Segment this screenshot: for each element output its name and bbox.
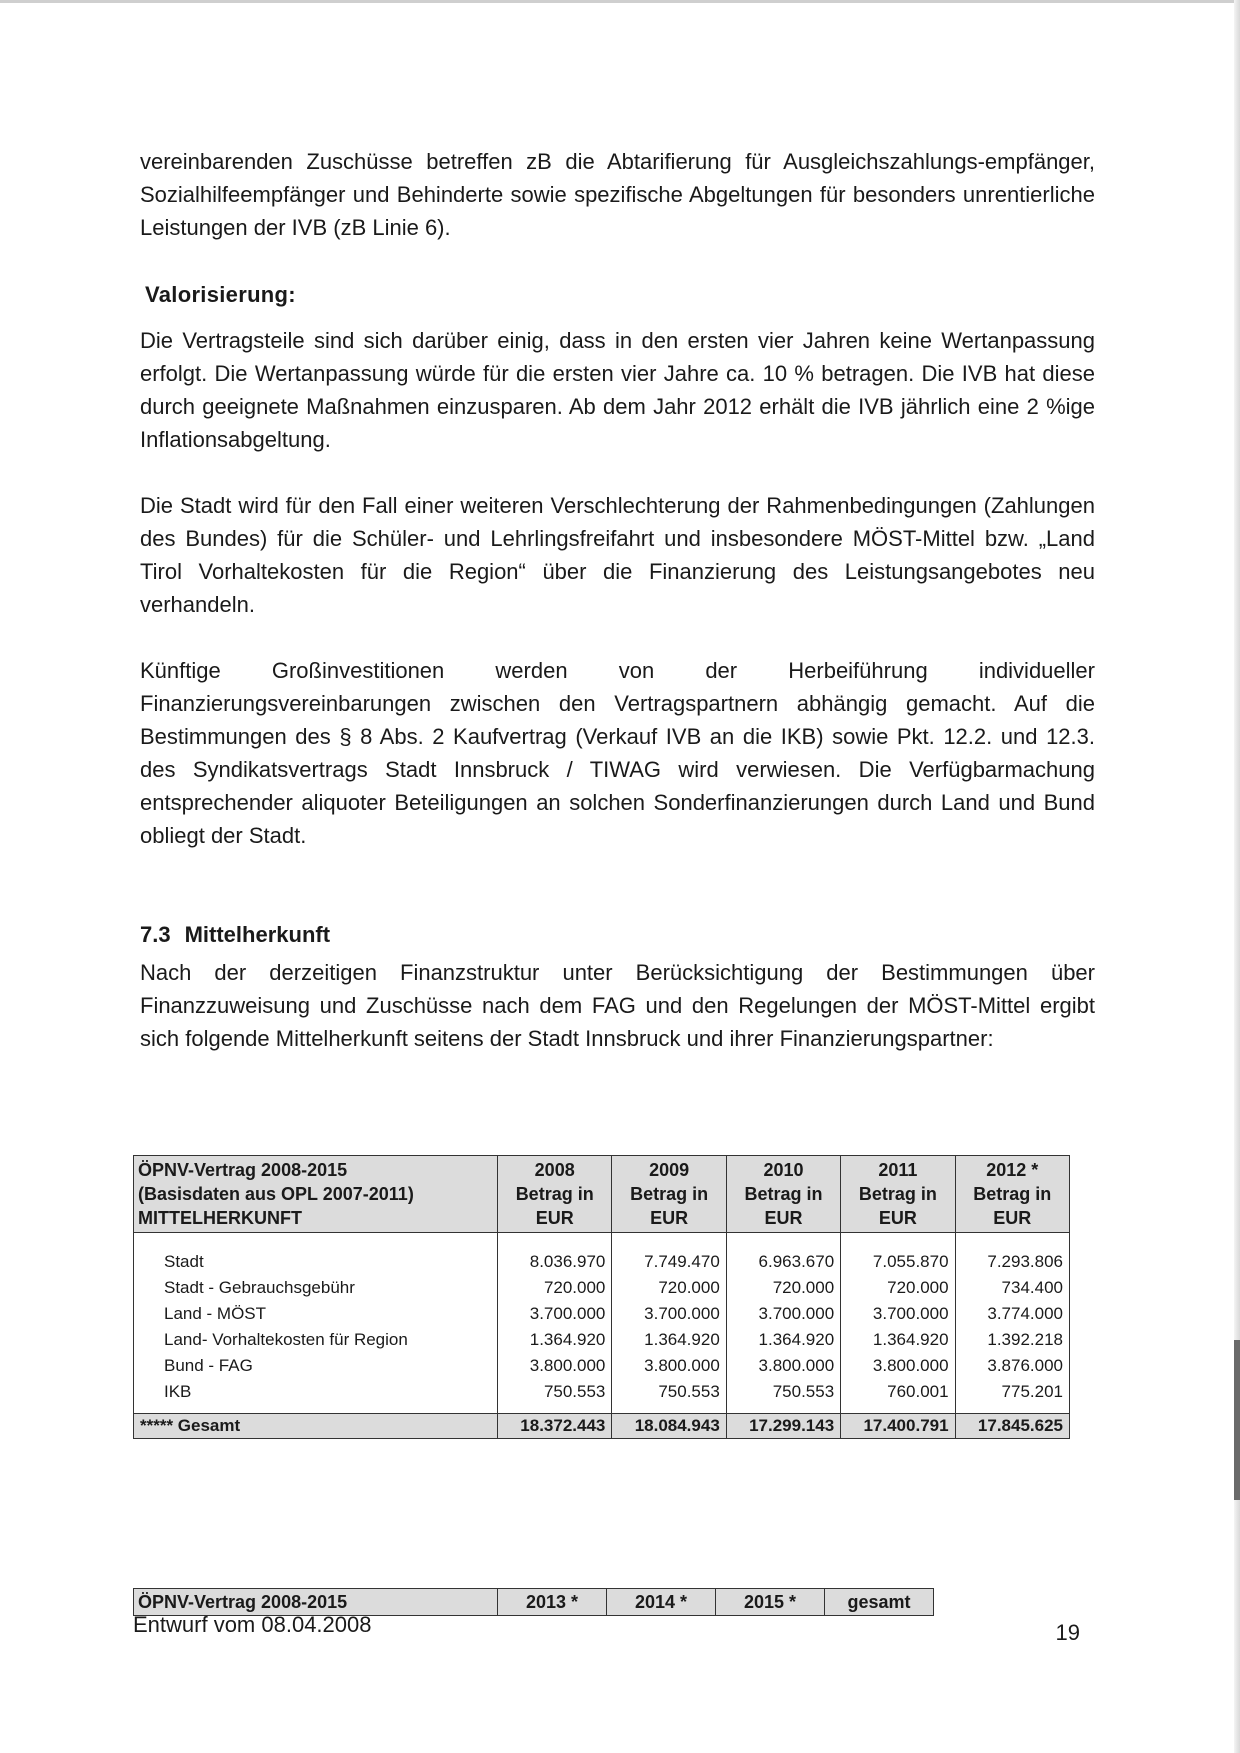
cell-value: 734.400 xyxy=(955,1275,1069,1301)
row-label: IKB xyxy=(134,1379,498,1414)
cell-value: 720.000 xyxy=(841,1275,955,1301)
cell-value: 750.553 xyxy=(612,1379,726,1414)
header-label-line: (Basisdaten aus OPL 2007-2011) xyxy=(138,1184,414,1204)
cell-value: 6.963.670 xyxy=(726,1233,840,1276)
table-row xyxy=(134,1233,1070,1276)
table-row xyxy=(134,1275,1070,1301)
paragraph-zuschuesse: vereinbarenden Zuschüsse betreffen zB die Abtarifierung für Ausgleichszahlungs-empfänger, Sozialhilfeempfänger und Behinderte sowie spezifische Abgeltungen für besonders unrentierliche Leistungen der IVB (zB Linie 6). xyxy=(140,149,1095,240)
cell-value: 720.000 xyxy=(726,1275,840,1301)
section-title: Mittelherkunft xyxy=(184,922,331,947)
table-header-row xyxy=(134,1156,1070,1233)
row-label: Stadt xyxy=(134,1233,498,1276)
page-number: 19 xyxy=(1055,1620,1080,1645)
total-value: 17.299.143 xyxy=(726,1414,840,1439)
header-label-line: MITTELHERKUNFT xyxy=(138,1208,302,1228)
cell-value: 8.036.970 xyxy=(498,1233,612,1276)
footer-draft-date: Entwurf vom 08.04.2008 xyxy=(133,1612,372,1637)
cell-value: 3.700.000 xyxy=(498,1301,612,1327)
total-value: 18.372.443 xyxy=(498,1414,612,1439)
cell-value: 760.001 xyxy=(841,1379,955,1414)
header-year-2010: 2010 Betrag in EUR xyxy=(726,1156,840,1233)
row-label: Stadt - Gebrauchsgebühr xyxy=(134,1275,498,1301)
table-row xyxy=(134,1379,1070,1414)
cell-value: 775.201 xyxy=(955,1379,1069,1414)
total-value: 17.400.791 xyxy=(841,1414,955,1439)
header-label-cell xyxy=(134,1156,498,1233)
cell-value: 3.876.000 xyxy=(955,1353,1069,1379)
header-year-2015: 2015 * xyxy=(716,1589,825,1616)
table-row xyxy=(134,1301,1070,1327)
cell-value: 3.800.000 xyxy=(498,1353,612,1379)
paragraph-valorisierung: Die Vertragsteile sind sich darüber einig, dass in den ersten vier Jahren keine Wertanpassung erfolgt. Die Wertanpassung würde für die ersten vier Jahre ca. 10 % betragen. Die IVB hat diese durch geeignete Maßnahmen einzusparen. Ab dem Jahr 2012 erhält die IVB jährlich eine 2 %ige Inflationsabgeltung. xyxy=(140,328,1095,452)
cell-value: 7.293.806 xyxy=(955,1233,1069,1276)
cell-value: 3.800.000 xyxy=(726,1353,840,1379)
header-year-2014: 2014 * xyxy=(607,1589,716,1616)
section-heading xyxy=(140,922,1095,948)
table-row xyxy=(134,1327,1070,1353)
cell-value: 750.553 xyxy=(498,1379,612,1414)
page-body xyxy=(140,140,1095,1055)
cell-value: 750.553 xyxy=(726,1379,840,1414)
cell-value: 1.364.920 xyxy=(498,1327,612,1353)
cell-value: 1.364.920 xyxy=(841,1327,955,1353)
header-year-2013: 2013 * xyxy=(498,1589,607,1616)
row-label: Land- Vorhaltekosten für Region xyxy=(134,1327,498,1353)
table-total-row xyxy=(134,1414,1070,1439)
header-label-line: ÖPNV-Vertrag 2008-2015 xyxy=(138,1160,348,1180)
row-label: Bund - FAG xyxy=(134,1353,498,1379)
heading-valorisierung: Valorisierung: xyxy=(145,282,296,307)
cell-value: 3.800.000 xyxy=(612,1353,726,1379)
row-label: Land - MÖST xyxy=(134,1301,498,1327)
header-label-cell: ÖPNV-Vertrag 2008-2015 xyxy=(134,1589,498,1616)
cell-value: 1.364.920 xyxy=(612,1327,726,1353)
total-label: ***** Gesamt xyxy=(134,1414,498,1439)
cell-value: 1.392.218 xyxy=(955,1327,1069,1353)
cell-value: 1.364.920 xyxy=(726,1327,840,1353)
cell-value: 7.055.870 xyxy=(841,1233,955,1276)
header-year-2011: 2011 Betrag in EUR xyxy=(841,1156,955,1233)
paragraph-mittelherkunft-intro: Nach der derzeitigen Finanzstruktur unter Berücksichtigung der Bestimmungen über Finanzzuweisung und Zuschüsse nach dem FAG und den Regelungen der MÖST-Mittel ergibt sich folgende Mittelherkunft seitens der Stadt Innsbruck und ihrer Finanzierungspartner: xyxy=(140,960,1095,1051)
cell-value: 720.000 xyxy=(498,1275,612,1301)
cell-value: 3.774.000 xyxy=(955,1301,1069,1327)
cell-value: 7.749.470 xyxy=(612,1233,726,1276)
total-value: 18.084.943 xyxy=(612,1414,726,1439)
cell-value: 3.700.000 xyxy=(841,1301,955,1327)
header-year-2008: 2008 Betrag in EUR xyxy=(498,1156,612,1233)
scan-top-edge xyxy=(0,0,1240,3)
paragraph-rahmenbedingungen: Die Stadt wird für den Fall einer weiteren Verschlechterung der Rahmenbedingungen (Zahlungen des Bundes) für die Schüler- und Lehrlingsfreifahrt und insbesondere MÖST-Mittel bzw. „Land Tirol Vorhaltekosten für die Region“ über die Finanzierung des Leistungsangebotes neu verhandeln. xyxy=(140,493,1095,617)
section-number: 7.3 xyxy=(140,922,171,947)
cell-value: 3.700.000 xyxy=(726,1301,840,1327)
scan-edge-mark xyxy=(1234,1340,1240,1500)
mittelherkunft-table xyxy=(133,1155,1070,1439)
paragraph-grossinvestitionen: Künftige Großinvestitionen werden von der Herbeiführung individueller Finanzierungsvereinbarungen zwischen den Vertragspartnern abhängig gemacht. Auf die Bestimmungen des § 8 Abs. 2 Kaufvertrag (Verkauf IVB an die IKB) sowie Pkt. 12.2. und 12.3. des Syndikatsvertrags Stadt Innsbruck / TIWAG wird verwiesen. Die Verfügbarmachung entsprechender aliquoter Beteiligungen an solchen Sonderfinanzierungen durch Land und Bund obliegt der Stadt. xyxy=(140,658,1095,848)
table-row xyxy=(134,1353,1070,1379)
header-year-2009: 2009 Betrag in EUR xyxy=(612,1156,726,1233)
header-year-2012: 2012 * Betrag in EUR xyxy=(955,1156,1069,1233)
cell-value: 720.000 xyxy=(612,1275,726,1301)
cell-value: 3.800.000 xyxy=(841,1353,955,1379)
total-value: 17.845.625 xyxy=(955,1414,1069,1439)
header-total: gesamt xyxy=(825,1589,934,1616)
cell-value: 3.700.000 xyxy=(612,1301,726,1327)
